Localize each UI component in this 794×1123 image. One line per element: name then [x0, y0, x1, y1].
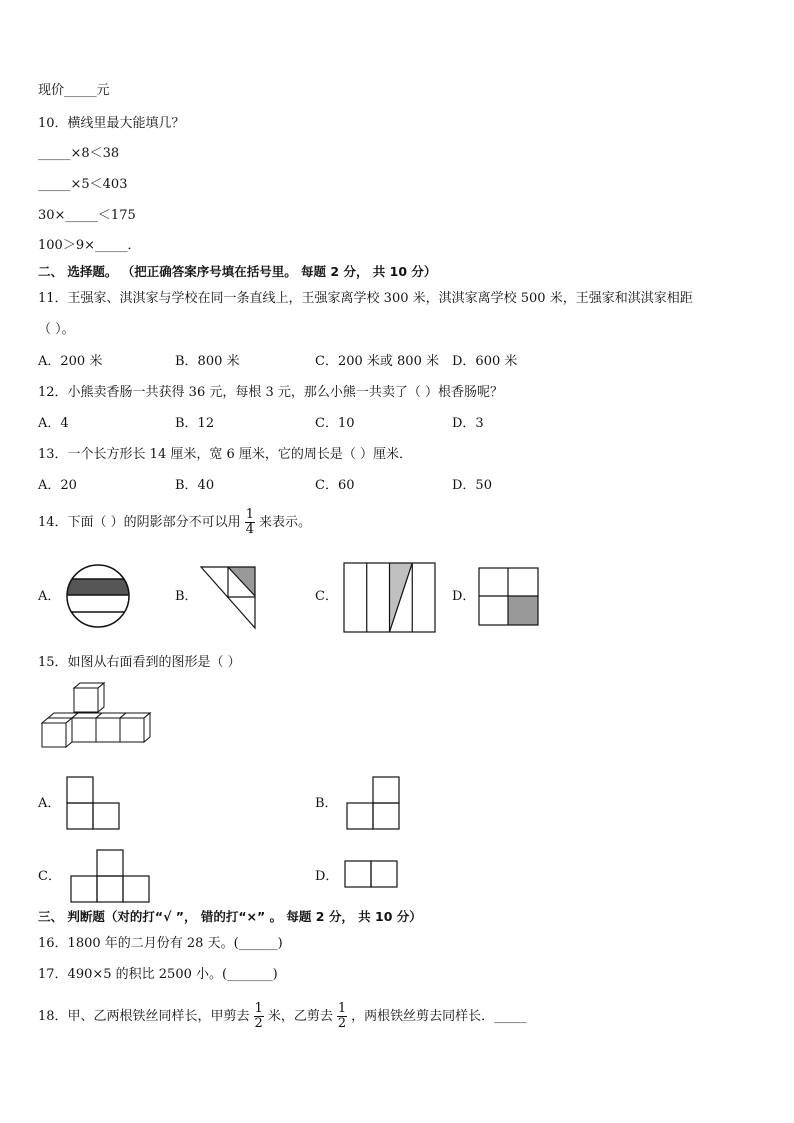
q18-frac1-den: 2: [254, 1016, 263, 1031]
q14-label-b: B．: [175, 589, 198, 604]
q17-stem: 17．490×5 的积比 2500 小。(_______): [38, 967, 278, 982]
q14-label-a: A．: [38, 589, 61, 604]
q13-stem: 13．一个长方形长 14 厘米，宽 6 厘米，它的周长是（ ）厘米．: [38, 447, 413, 462]
q14-stem-after: 来表示。: [258, 515, 311, 530]
q14-label-d: D．: [452, 589, 476, 604]
q11-option-c: C．200 米或 800 米: [315, 354, 439, 369]
q14-label-c: C．: [315, 589, 338, 604]
q12-option-a: A．4: [38, 416, 69, 431]
q11-option-b: B．800 米: [175, 354, 240, 369]
q11-option-a: A．200 米: [38, 354, 103, 369]
q14-figure-d-square: [478, 567, 540, 627]
q10-row-1: _____×8＜38: [38, 146, 120, 161]
q13-option-a: A．20: [38, 478, 77, 493]
q18-stem: [38, 1002, 527, 1031]
q14-fraction: [245, 508, 255, 537]
q12-option-b: B．12: [175, 416, 215, 431]
q14-frac-den: 4: [245, 522, 254, 537]
q12-stem: 12．小熊卖香肠一共获得 36 元，每根 3 元，那么小熊一共卖了（ ）根香肠呢？: [38, 385, 504, 400]
q15-cube-stack-figure: [40, 686, 156, 750]
q15-stem: 15．如图从右面看到的图形是（ ）: [38, 655, 241, 670]
q18-frac2-num: 1: [337, 1001, 347, 1016]
q14-figure-b-triangle: [200, 566, 258, 630]
q14-stem-before: 14．下面（ ）的阴影部分不可以用: [38, 515, 241, 530]
q14-stem: [38, 508, 311, 537]
q11-stem-line2: （ ）。: [38, 322, 75, 337]
q11-option-d: D．600 米: [452, 354, 518, 369]
q15-figure-a: [66, 776, 120, 831]
q10-row-4: 100＞9×_____．: [38, 238, 141, 253]
q13-option-b: B．40: [175, 478, 215, 493]
q13-option-d: D．50: [452, 478, 492, 493]
section-2-heading: 二、 选择题。 （把正确答案序号填在括号里。 每题 2 分， 共 10 分）: [38, 264, 437, 279]
q10-row-2: _____×5＜403: [38, 177, 128, 192]
q18-fraction-1: [254, 1002, 264, 1031]
q10-row-3: 30×_____＜175: [38, 208, 136, 223]
q15-label-b: B．: [315, 796, 338, 811]
q18-part1: 18．甲、乙两根铁丝同样长，甲剪去: [38, 1009, 250, 1024]
q9-tail: 现价_____元: [38, 83, 110, 98]
q14-frac-num: 1: [245, 507, 254, 522]
q11-stem-line1: 11．王强家、淇淇家与学校在同一条直线上，王强家离学校 300 米，淇淇家离学校 500 米，王强家和淇淇家相距: [38, 291, 693, 306]
q12-option-d: D．3: [452, 416, 484, 431]
q14-figure-a-circle: [66, 563, 132, 629]
q18-frac1-num: 1: [254, 1001, 263, 1016]
q18-fraction-2: [337, 1002, 347, 1031]
q18-part2: 米，乙剪去: [267, 1009, 333, 1024]
q15-figure-d: [344, 860, 400, 890]
q15-label-c: C．: [38, 869, 61, 884]
q18-frac2-den: 2: [337, 1016, 347, 1031]
q15-label-a: A．: [38, 796, 61, 811]
section-3-heading: 三、 判断题（对的打“√ ”， 错的打“×” 。 每题 2 分， 共 10 分）: [38, 909, 422, 924]
q15-figure-b: [346, 776, 400, 831]
q13-option-c: C．60: [315, 478, 355, 493]
q16-stem: 16．1800 年的二月份有 28 天。(______): [38, 936, 283, 951]
q18-part3: ，两根铁丝剪去同样长．_____: [351, 1009, 527, 1024]
q14-figure-c-rectangle: [343, 562, 436, 634]
q15-label-d: D．: [315, 869, 339, 884]
q10-title: 10．横线里最大能填几？: [38, 116, 185, 131]
q12-option-c: C．10: [315, 416, 355, 431]
q15-figure-c: [70, 849, 152, 904]
